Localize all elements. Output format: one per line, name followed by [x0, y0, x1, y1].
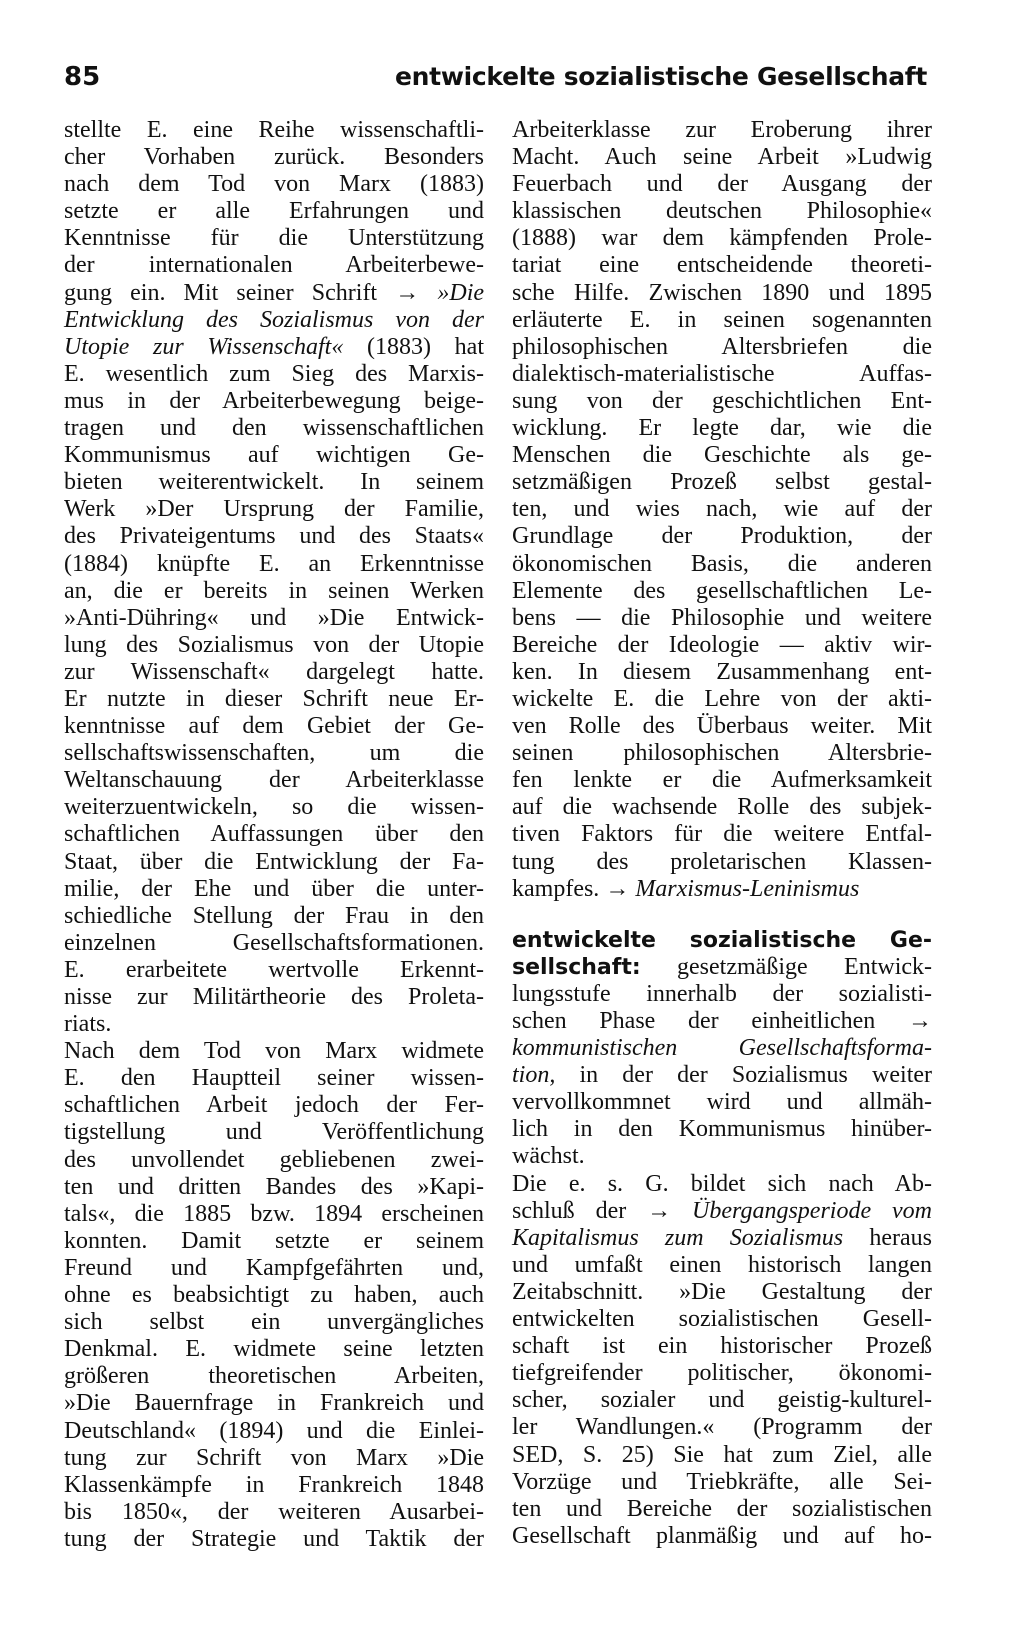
text-line: Staat, über die Entwicklung der Fa- [64, 848, 484, 875]
text-line: sche Hilfe. Zwischen 1890 und 1895 [512, 279, 932, 306]
text-line: E. wesentlich zum Sieg des Marxis- [64, 360, 484, 387]
text-line: Bereiche der Ideologie — aktiv wir- [512, 631, 932, 658]
text-line: seinen philosophischen Altersbrie- [512, 740, 932, 767]
text-line: stellte E. eine Reihe wissenschaftli- [64, 117, 484, 143]
text-line: kampfes. → Marxismus-Leninismus [512, 875, 860, 902]
text-line: Zeitabschnitt. »Die Gestaltung der [512, 1278, 932, 1305]
text-line: schaftlichen Auffassungen über den [64, 821, 484, 848]
text-line: cher Vorhaben zurück. Besonders [64, 144, 484, 171]
text-line: tiven Faktors für die weitere Entfal- [512, 821, 932, 848]
entry-headword-line [512, 927, 932, 954]
text-line: weiterzuentwickeln, so die wissen- [64, 794, 484, 821]
text-line: ohne es beabsichtigt zu haben, auch [64, 1282, 484, 1309]
text-line: nisse zur Militärtheorie des Proleta- [64, 984, 484, 1010]
cross-reference: kommunistischen Gesellschaftsforma- [512, 1035, 932, 1062]
cross-reference: tion, [512, 1062, 556, 1089]
text-line: tung der Strategie und Taktik der [64, 1525, 484, 1552]
text-line: scher, sozialer und geistig-kulturel- [512, 1387, 932, 1414]
text-line: Die e. s. G. bildet sich nach Ab- [512, 1170, 932, 1197]
text-line: bis 1850«, der weiteren Ausarbei- [64, 1498, 484, 1525]
text-line: Kapitalismus zum Sozialismus heraus [512, 1224, 933, 1251]
text-line: konnten. Damit setzte er seinem [64, 1227, 484, 1254]
cross-reference: Marxismus-Leninismus [635, 875, 860, 902]
text-line: wicklung. Er legte dar, wie die [512, 415, 932, 442]
text-line: tigstellung und Veröffentlichung [64, 1119, 484, 1146]
text-line: Grundlage der Produktion, der [512, 523, 932, 550]
text-line: größeren theoretischen Arbeiten, [64, 1363, 484, 1390]
text-line: milie, der Ehe und über die unter- [64, 875, 484, 902]
text-line: Macht. Auch seine Arbeit »Ludwig [512, 144, 932, 171]
running-head: entwickelte sozialistische Gesellschaft [395, 62, 927, 91]
text-line: tung zur Schrift von Marx »Die [64, 1444, 484, 1471]
text-line: wächst. [512, 1143, 585, 1170]
text-line: Kommunismus auf wichtigen Ge- [64, 442, 484, 469]
text-line: schaftlichen Arbeit jedoch der Fer- [64, 1092, 484, 1119]
cross-reference-arrow: → [647, 1197, 672, 1224]
text-line: Kenntnisse für die Unterstützung [64, 225, 484, 252]
text-line: Klassenkämpfe in Frankreich 1848 [64, 1471, 484, 1498]
text-line: kenntnisse auf dem Gebiet der Ge- [64, 713, 484, 740]
text-line: bieten weiterentwickelt. In seinem [64, 469, 484, 496]
text-line: an, die er bereits in seinen Werken [64, 577, 484, 604]
text-line: mus in der Arbeiterbewegung beige- [64, 387, 484, 414]
text-line: ven Rolle des Überbaus weiter. Mit [512, 713, 932, 740]
cross-reference: Utopie zur Wissenschaft« [64, 333, 344, 360]
text-line: ten und Bereiche der sozialistischen [512, 1495, 932, 1522]
cross-reference-arrow: → [908, 1008, 933, 1034]
cross-reference-arrow: → [605, 875, 630, 902]
text-line: schluß der → Übergangsperiode vom [512, 1197, 933, 1224]
cross-reference-arrow: → [395, 279, 420, 306]
text-line: schiedliche Stellung der Frau in den [64, 902, 484, 929]
text-line: Denkmal. E. widmete seine letzten [64, 1336, 484, 1363]
page-number: 85 [64, 62, 101, 92]
text-line: ten, und wies nach, wie auf der [512, 496, 932, 523]
text-line: der internationalen Arbeiterbewe- [64, 252, 484, 279]
text-line: (1884) knüpfte E. an Erkenntnisse [64, 550, 484, 577]
text-line: auf die wachsende Rolle des subjek- [512, 794, 932, 821]
text-line: erläuterte E. in seinen sogenannten [512, 306, 932, 333]
text-line: Gesellschaft planmäßig und auf ho- [512, 1522, 932, 1549]
text-line: ökonomischen Basis, die anderen [512, 550, 932, 577]
text-line: nach dem Tod von Marx (1883) [64, 171, 484, 198]
text-line: Arbeiterklasse zur Eroberung ihrer [512, 117, 932, 143]
text-line: klassischen deutschen Philosophie« [512, 198, 932, 225]
text-line: tion, in der der Sozialismus weiter [512, 1062, 933, 1089]
cross-reference: Übergangsperiode vom [692, 1197, 933, 1224]
left-column [64, 117, 484, 1553]
text-line: des Privateigentums und des Staats« [64, 523, 484, 550]
text-line: lich in den Kommunismus hinüber- [512, 1116, 932, 1143]
text-line: E. erarbeitete wertvolle Erkennt- [64, 956, 484, 983]
text-line: riats. [64, 1011, 112, 1038]
text-line: sellschaftswissenschaften, um die [64, 740, 484, 767]
text-line: Vorzüge und Triebkräfte, alle Sei- [512, 1468, 932, 1495]
text-line: sellschaft: gesetzmäßige Entwick- [512, 953, 932, 980]
text-line: »Anti-Dühring« und »Die Entwick- [64, 604, 484, 631]
text-line: einzelnen Gesellschaftsformationen. [64, 929, 484, 956]
entry-headword: entwickelte sozialistische Ge- [512, 927, 932, 953]
text-line: bens — die Philosophie und weitere [512, 604, 932, 631]
text-line: entwickelten sozialistischen Gesell- [512, 1306, 932, 1333]
entry-separator [512, 903, 932, 927]
text-line: des unvollendet gebliebenen zwei- [64, 1146, 484, 1173]
text-line: Deutschland« (1894) und die Einlei- [64, 1417, 484, 1444]
text-line: tariat eine entscheidende theoreti- [512, 252, 932, 279]
text-line: Er nutzte in dieser Schrift neue Er- [64, 685, 484, 712]
text-line: lung des Sozialismus von der Utopie [64, 631, 484, 658]
text-line: setzmäßigen Prozeß selbst gestal- [512, 469, 932, 496]
text-line: schaft ist ein historischer Prozeß [512, 1333, 932, 1360]
cross-reference: Entwicklung des Sozialismus von der [64, 306, 484, 333]
text-line: Menschen die Geschichte als ge- [512, 442, 932, 469]
cross-reference: »Die [437, 279, 485, 306]
text-line: gung ein. Mit seiner Schrift → »Die [64, 279, 485, 306]
text-line: ler Wandlungen.« (Programm der [512, 1414, 932, 1441]
page-header [64, 62, 927, 102]
text-line: Utopie zur Wissenschaft« (1883) hat [64, 333, 484, 360]
text-line: tung des proletarischen Klassen- [512, 848, 932, 875]
text-line: Weltanschauung der Arbeiterklasse [64, 767, 484, 794]
text-line: sung von der geschichtlichen Ent- [512, 387, 932, 414]
text-line: dialektisch-materialistische Auffas- [512, 360, 932, 387]
text-line: lungsstufe innerhalb der sozialisti- [512, 980, 932, 1007]
text-line: wickelte E. die Lehre von der akti- [512, 685, 932, 712]
text-line: Nach dem Tod von Marx widmete [64, 1038, 484, 1065]
text-line: zur Wissenschaft« dargelegt hatte. [64, 658, 484, 685]
text-line: E. den Hauptteil seiner wissen- [64, 1065, 484, 1092]
text-line: tals«, die 1885 bzw. 1894 erscheinen [64, 1200, 484, 1227]
text-line: sich selbst ein unvergängliches [64, 1309, 484, 1336]
text-line: (1888) war dem kämpfenden Prole- [512, 225, 932, 252]
text-line: Elemente des gesellschaftlichen Le- [512, 577, 932, 604]
text-line: SED, S. 25) Sie hat zum Ziel, alle [512, 1441, 932, 1468]
text-line: ten und dritten Bandes des »Kapi- [64, 1173, 484, 1200]
text-line: Freund und Kampfgefährten und, [64, 1254, 484, 1281]
text-line: vervollkommnet wird und allmäh- [512, 1089, 932, 1116]
text-line: schen Phase der einheitlichen → [512, 1008, 933, 1034]
text-line: tiefgreifender politischer, ökonomi- [512, 1360, 932, 1387]
text-line: philosophischen Altersbriefen die [512, 333, 932, 360]
cross-reference: Kapitalismus zum Sozialismus [512, 1224, 844, 1251]
right-column [512, 117, 932, 1550]
text-line: fen lenkte er die Aufmerksamkeit [512, 767, 932, 794]
text-line: tragen und den wissenschaftlichen [64, 415, 484, 442]
text-line: und umfaßt einen historisch langen [512, 1251, 932, 1278]
text-line: Werk »Der Ursprung der Familie, [64, 496, 484, 523]
entry-headword: sellschaft: [512, 954, 641, 980]
text-line: »Die Bauernfrage in Frankreich und [64, 1390, 484, 1417]
text-line: ken. In diesem Zusammenhang ent- [512, 658, 932, 685]
text-line: Feuerbach und der Ausgang der [512, 171, 932, 198]
text-line: setzte er alle Erfahrungen und [64, 198, 484, 225]
